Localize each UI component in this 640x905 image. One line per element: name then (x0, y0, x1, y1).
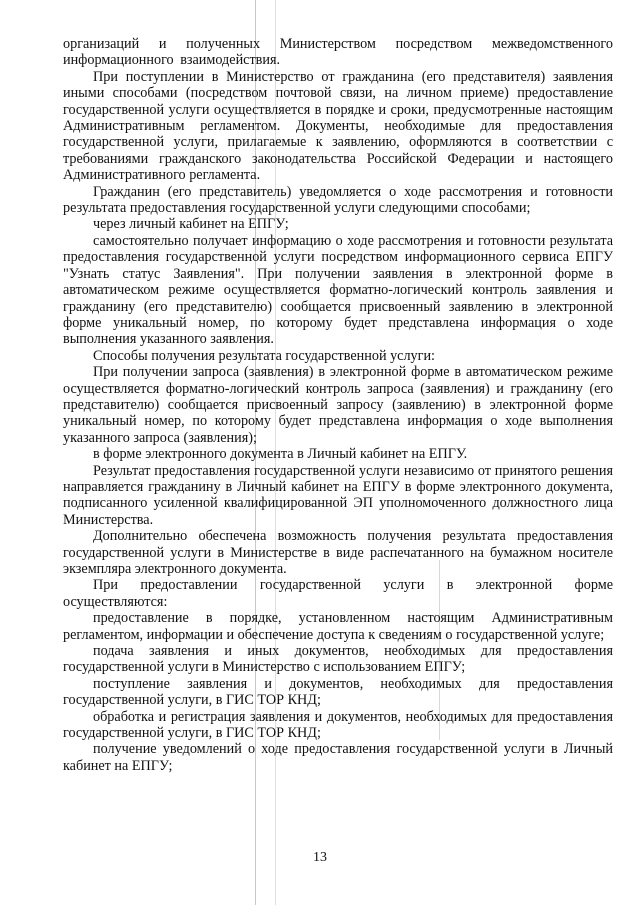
paragraph: При поступлении в Министерство от гражданина (его представителя) заявления иными способами (посредством почтовой связи, на личном приеме) предоставление государственной услуги осуществляется в порядке и сроки, предусмотренные настоящим Административным регламентом. Документы, необходимые для предоставления государственной услуги, прилагаемые к заявлению, оформляются в соответствии с требованиями гражданского законодательства Российской Федерации и настоящего Административного регламента. (63, 68, 613, 184)
paragraph: в форме электронного документа в Личный кабинет на ЕПГУ. (93, 446, 468, 463)
paragraph: поступление заявления и документов, необходимых для предоставления государственной услуги, в ГИС ТОР КНД; (63, 675, 613, 709)
paragraph: получение уведомлений о ходе предоставления государственной услуги в Личный кабинет на ЕПГУ; (63, 741, 613, 774)
paragraph: предоставление в порядке, установленном настоящим Административным регламентом, информации и обеспечение доступа к сведениям о государственной услуге; (63, 610, 613, 643)
page-number: 13 (313, 850, 327, 865)
paragraph: Способы получения результата государственной услуги: (93, 347, 436, 364)
paragraph: подача заявления и иных документов, необходимых для предоставления государственной услуги в Министерство с использованием ЕПГУ; (63, 643, 613, 676)
document-body (63, 36, 613, 774)
paragraph: При предоставлении государственной услуги в электронной форме осуществляются: (63, 577, 613, 610)
paragraph: организаций и полученных Министерством посредством межведомственного информационного взаимодействия. (63, 36, 613, 69)
paragraph: обработка и регистрация заявления и документов, необходимых для предоставления государственной услуги, в ГИС ТОР КНД; (63, 708, 613, 742)
paragraph: Гражданин (его представитель) уведомляется о ходе рассмотрения и готовности результата предоставления государственной услуги следующими способами; (63, 183, 613, 217)
paragraph: При получении запроса (заявления) в электронной форме в автоматическом режиме осуществляется форматно-логический контроль запроса (заявления) и гражданину (его представителю) сообщается присвоенный запросу (заявлению) в электронной форме уникальный номер, по которому будет представлена информация о ходе выполнения указанного запроса (заявления); (63, 364, 613, 446)
paragraph: через личный кабинет на ЕПГУ; (93, 216, 289, 233)
paragraph: Результат предоставления государственной услуги независимо от принятого решения направляется гражданину в Личный кабинет на ЕПГУ в форме электронного документа, подписанного усиленной квалифицированной ЭП уполномоченного должностного лица Министерства. (63, 462, 613, 528)
paragraph: Дополнительно обеспечена возможность получения результата предоставления государственной услуги в Министерстве в виде распечатанного на бумажном носителе экземпляра электронного документа. (63, 528, 613, 577)
paragraph: самостоятельно получает информацию о ходе рассмотрения и готовности результата предоставления государственной услуги посредством информационного сервиса ЕПГУ "Узнать статус Заявления". При получении заявления в электронной форме в автоматическом режиме осуществляется форматно-логический контроль заявления и гражданину (его представителю) сообщается присвоенный заявлению в электронной форме уникальный номер, по которому будет представлена информация о ходе выполнения указанного заявления. (63, 232, 613, 348)
